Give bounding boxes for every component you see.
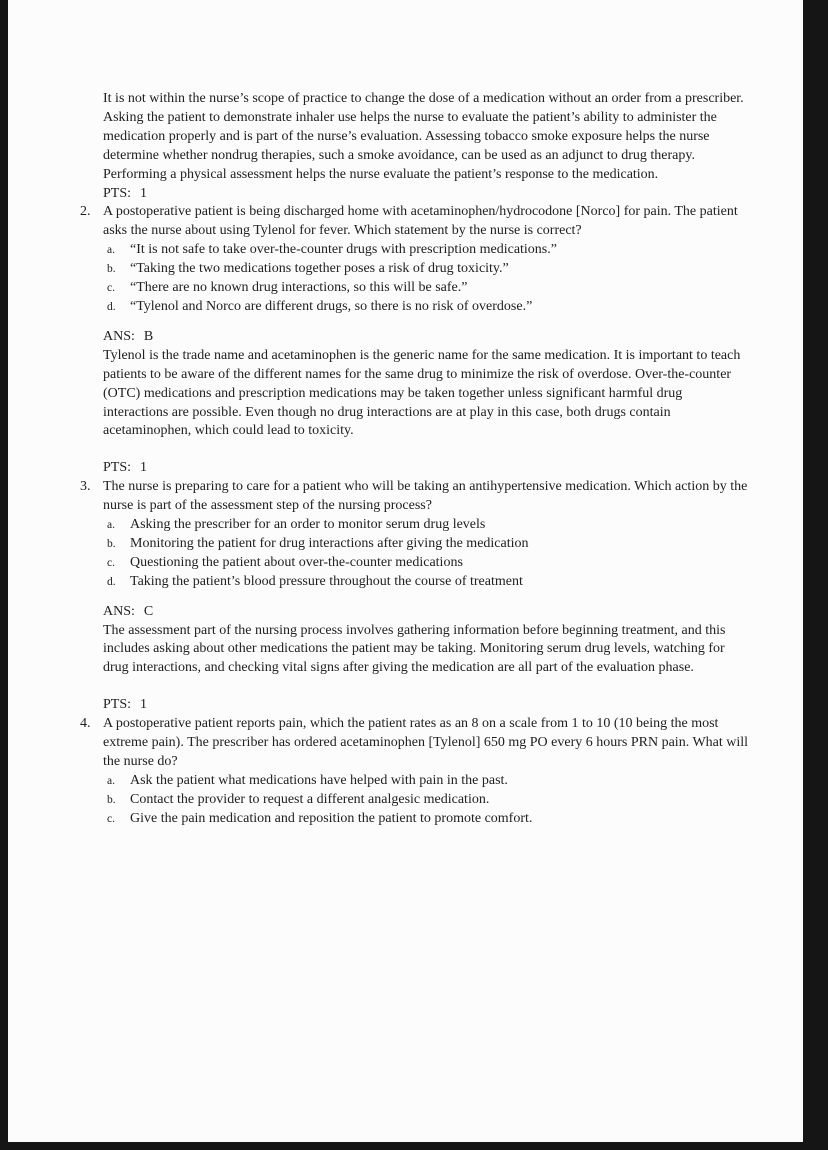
pts-line (103, 185, 751, 204)
option-text: Asking the prescriber for an order to monitor serum drug levels (130, 517, 486, 533)
answer-label: ANS: (103, 603, 135, 619)
answer-block (103, 603, 751, 679)
document-content (80, 90, 751, 840)
option-row (103, 516, 751, 535)
option-letter: b. (107, 537, 116, 550)
option-row (103, 260, 751, 279)
pts-label: PTS: (103, 697, 132, 713)
option-row (103, 535, 751, 554)
question-body (103, 478, 751, 591)
option-text: Monitoring the patient for drug interactions after giving the medication (130, 535, 529, 551)
pts-label: PTS: (103, 185, 132, 201)
options-list (103, 516, 751, 592)
answer-block (103, 328, 751, 441)
option-text: “Tylenol and Norco are different drugs, so there is no risk of overdose.” (130, 298, 533, 314)
rationale-text: It is not within the nurse’s scope of practice to change the dose of a medication without an order from a prescriber. Asking the patient to demonstrate inhaler use helps the nurse to evaluate the patient’s ability to administer the medication properly and is part of the nurse’s evaluation. Assessing tobacco smoke exposure helps the nurse determine whether nondrug therapies, such a smoke avoidance, can be used as an adjunct to drug therapy. Performing a physical assessment helps the nurse evaluate the patient’s response to the medication. (103, 91, 744, 182)
option-text: Give the pain medication and reposition the patient to promote comfort. (130, 810, 533, 826)
option-letter: a. (107, 519, 115, 532)
option-letter: a. (107, 244, 115, 257)
answer-rationale: Tylenol is the trade name and acetaminophen is the generic name for the same medication. It is important to teach patients to be aware of the different names for the same drug to minimize the risk of overdose. Over-the-counter (OTC) medications and prescription medications may be taken together unless significant harmful drug interactions are possible. Even though no drug interactions are at play in this case, both drugs contain acetaminophen, which could lead to toxicity. (103, 347, 741, 439)
option-row (103, 279, 751, 298)
option-text: Ask the patient what medications have helped with pain in the past. (130, 772, 508, 788)
answer-line (103, 603, 751, 622)
answer-letter: C (143, 603, 154, 619)
answer-rationale: The assessment part of the nursing process involves gathering information before beginning treatment, and this includes asking about other medications the patient may be taking. Monitoring serum drug levels, watching for drug interactions, and checking vital signs after giving the medication are all part of the evaluation phase. (103, 622, 726, 676)
document-page (8, 0, 803, 1142)
question-body (103, 203, 751, 316)
answer-letter: B (143, 328, 154, 344)
option-row (103, 810, 751, 829)
option-text: “It is not safe to take over-the-counter drugs with prescription medications.” (130, 242, 557, 258)
option-text: “There are no known drug interactions, so this will be safe.” (130, 280, 468, 296)
question-text: A postoperative patient reports pain, which the patient rates as an 8 on a scale from 1 to 10 (10 being the most extreme pain). The prescriber has ordered acetaminophen [Tylenol] 650 mg PO every 6 hours PRN pain. What will the nurse do? (103, 716, 749, 769)
option-letter: b. (107, 793, 116, 806)
option-text: Questioning the patient about over-the-counter medications (130, 554, 463, 570)
question-number: 2. (80, 204, 91, 220)
option-letter: a. (107, 774, 115, 787)
pts-line (103, 696, 751, 715)
question-block (80, 478, 751, 591)
question-body (103, 715, 751, 828)
question-text: A postoperative patient is being discharged home with acetaminophen/hydrocodone [Norco] for pain. The patient asks the nurse about using Tylenol for fever. Which statement by the nurse is correct? (103, 204, 738, 239)
option-row (103, 298, 751, 317)
option-row (103, 573, 751, 592)
pts-value: 1 (140, 185, 148, 201)
question-number: 3. (80, 479, 91, 495)
options-list (103, 241, 751, 317)
option-row (103, 554, 751, 573)
option-letter: c. (107, 556, 115, 569)
pts-line (103, 459, 751, 478)
question-block (80, 715, 751, 828)
options-list (103, 772, 751, 829)
question-text: The nurse is preparing to care for a patient who will be taking an antihypertensive medication. Which action by the nurse is part of the assessment step of the nursing process? (103, 479, 748, 514)
option-row (103, 791, 751, 810)
question-block (80, 203, 751, 316)
option-letter: c. (107, 812, 115, 825)
option-row (103, 241, 751, 260)
option-letter: b. (107, 263, 116, 276)
pts-value: 1 (140, 697, 148, 713)
option-letter: c. (107, 282, 115, 295)
option-letter: d. (107, 300, 116, 313)
option-letter: d. (107, 575, 116, 588)
answer-line (103, 328, 751, 347)
option-text: “Taking the two medications together poses a risk of drug toxicity.” (130, 261, 509, 277)
option-text: Contact the provider to request a different analgesic medication. (130, 791, 490, 807)
pts-value: 1 (140, 460, 148, 476)
option-text: Taking the patient’s blood pressure throughout the course of treatment (130, 573, 523, 589)
question-number: 4. (80, 716, 91, 732)
option-row (103, 772, 751, 791)
answer-label: ANS: (103, 328, 135, 344)
pts-label: PTS: (103, 460, 132, 476)
